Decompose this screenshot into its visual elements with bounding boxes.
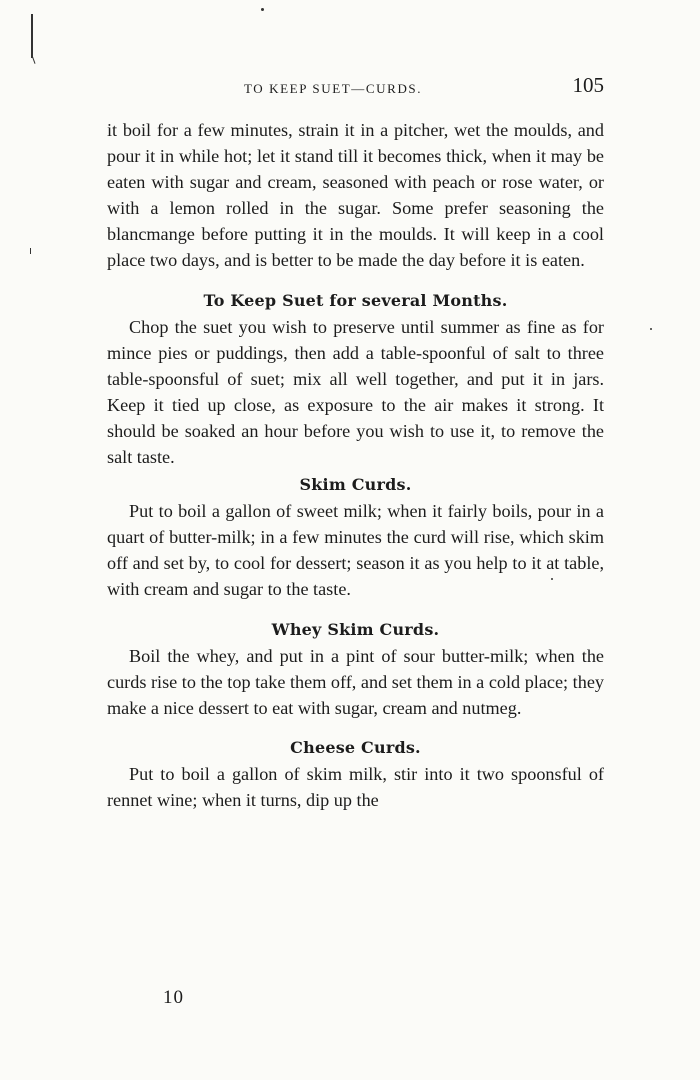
running-head <box>108 73 604 103</box>
signature-mark: 10 <box>163 987 184 1008</box>
paragraph-cheese-curds: Put to boil a gallon of skim milk, stir into it two spoonsful of rennet wine; when it turns, dip up the <box>107 763 604 810</box>
margin-mark <box>650 328 652 330</box>
margin-mark <box>31 14 33 58</box>
paragraph-whey-skim-curds: Boil the whey, and put in a pint of sour butter-milk; when the curds rise to the top take them off, and set them in a cold place; they make a nice dessert to eat with sugar, cream and nutmeg. <box>107 645 604 718</box>
section-heading-skim-curds: Skim Curds. <box>299 475 412 495</box>
margin-mark <box>261 8 264 11</box>
intro-paragraph: it boil for a few minutes, strain it in a pitcher, wet the moulds, and pour it in while hot; let it stand till it becomes thick, when it may be eaten with sugar and cream, seasoned with peach or rose water, or with a lemon rolled in the sugar. Some prefer seasoning the blancmange before putting it in the moulds. It will keep in a cool place two days, and is better to be made the day before it is eaten. <box>107 120 604 271</box>
section-heading-whey-skim-curds: Whey Skim Curds. <box>271 619 440 639</box>
paragraph-skim-curds: Put to boil a gallon of sweet milk; when it fairly boils, pour in a quart of butter-milk; in a few minutes the curd will rise, which skim off and set by, to cool for dessert; season it as you help to it at table, with cream and sugar to the taste. <box>107 501 604 600</box>
paragraph-suet: Chop the suet you wish to preserve until summer as fine as for mince pies or puddings, then add a table-spoonful of salt to three table-spoonsful of suet; mix all well together, and put it in jars. Keep it tied up close, as exposure to the air makes it strong. It should be soaked an hour before you wish to use it, to remove the salt taste. <box>107 316 604 468</box>
section-heading-cheese-curds: Cheese Curds. <box>290 737 421 757</box>
body-text <box>107 117 604 813</box>
margin-mark <box>30 248 31 254</box>
margin-mark <box>31 55 35 64</box>
running-title: TO KEEP SUET—CURDS. <box>244 81 423 96</box>
section-heading-suet: To Keep Suet for several Months. <box>203 290 508 310</box>
page-number: 105 <box>572 73 604 97</box>
